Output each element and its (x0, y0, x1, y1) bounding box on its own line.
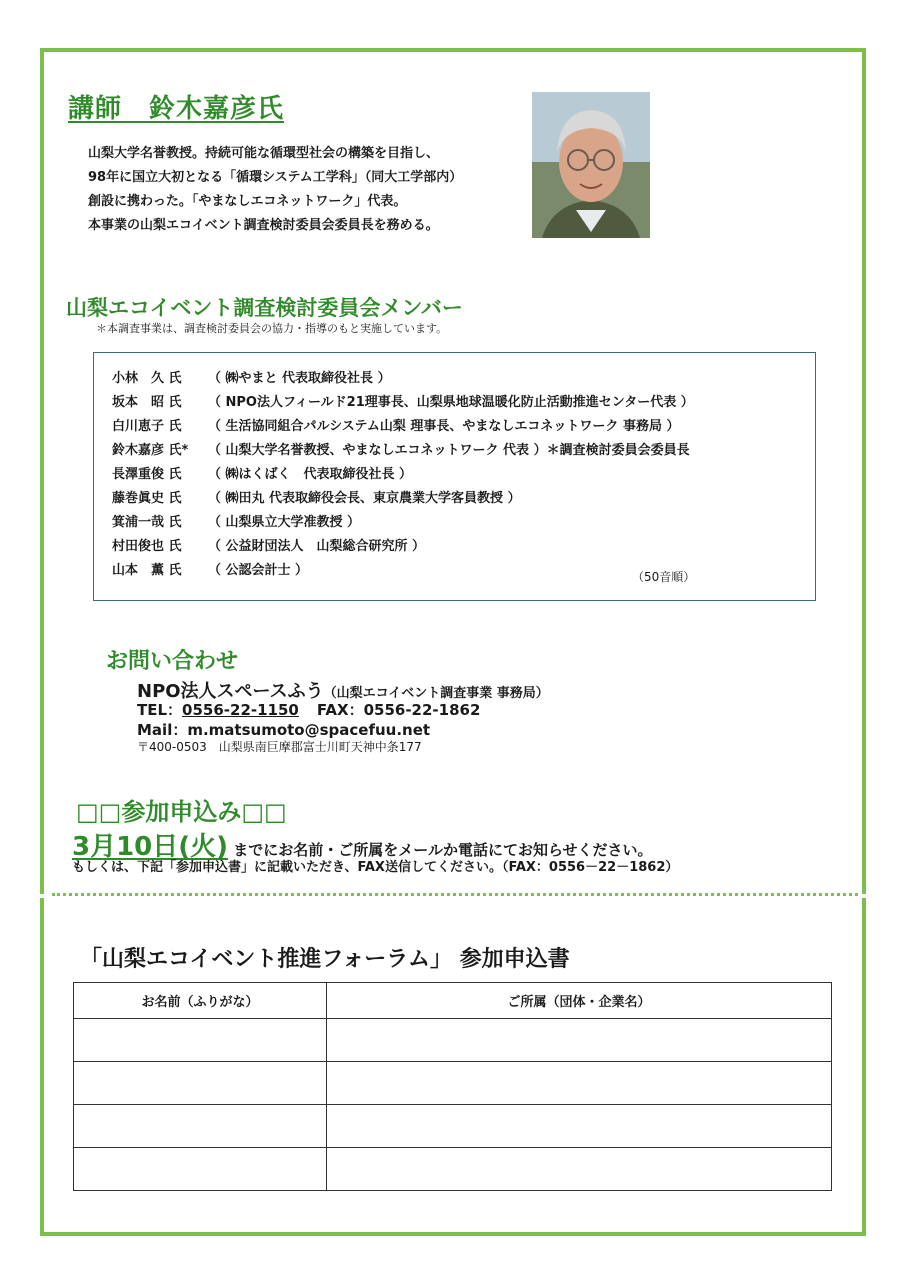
member-row (112, 415, 679, 434)
member-name: 小林 久 氏 (112, 371, 182, 386)
member-desc: （ ㈱はくばく 代表取締役社長 ） (208, 467, 413, 482)
member-desc: （ 公益財団法人 山梨総合研究所 ） (208, 539, 426, 554)
name-cell[interactable] (74, 1019, 327, 1062)
apply-date: 3月10日(火) (72, 832, 229, 862)
committee-note: ＊本調査事業は、調査検討委員会の協力・指導のもと実施しています。 (96, 322, 448, 335)
name-cell[interactable] (74, 1105, 327, 1148)
member-row (112, 535, 425, 554)
col-affiliation-header: ご所属（団体・企業名） (327, 983, 832, 1019)
member-desc: （ 山梨県立大学准教授 ） (208, 515, 361, 530)
member-row (112, 391, 694, 410)
tel-label: TEL： (137, 701, 183, 719)
member-name: 長澤重俊 氏 (112, 467, 182, 482)
name-cell[interactable] (74, 1062, 327, 1105)
bio-line: 山梨大学名誉教授。持続可能な循環型社会の構築を目指し、 (88, 146, 440, 161)
member-name: 藤巻眞史 氏 (112, 491, 182, 506)
apply-alt: もしくは、下記「参加申込書」に記載いただき、FAX送信してください。（FAX：0556－22－1862） (72, 860, 679, 875)
committee-title: 山梨エコイベント調査検討委員会メンバー (66, 296, 463, 320)
member-desc: （ ㈱やまと 代表取締役社長 ） (208, 371, 391, 386)
member-name: 鈴木嘉彦 氏* (112, 443, 189, 458)
affiliation-cell[interactable] (327, 1019, 832, 1062)
committee-member-list (93, 352, 816, 601)
fax-number: FAX：0556-22-1862 (316, 701, 481, 719)
order-note: （50音順） (632, 570, 696, 584)
affiliation-cell[interactable] (327, 1062, 832, 1105)
member-row (112, 511, 360, 530)
member-name: 坂本 昭 氏 (112, 395, 182, 410)
org-name: NPO法人スペースふう (137, 681, 324, 702)
contact-phone-line (137, 699, 480, 720)
affiliation-cell[interactable] (327, 1148, 832, 1191)
member-row (112, 463, 412, 482)
form-row (74, 1019, 832, 1062)
bio-line: 創設に携わった。「やまなしエコネットワーク」代表。 (88, 194, 407, 209)
member-name: 山本 薫 氏 (112, 563, 182, 578)
application-form-table (73, 982, 832, 1191)
member-row (112, 367, 391, 386)
name-cell[interactable] (74, 1148, 327, 1191)
member-desc: （ 山梨大学名誉教授、やまなしエコネットワーク 代表 ）＊調査検討委員会委員長 (208, 443, 690, 458)
contact-title: お問い合わせ (106, 649, 239, 674)
org-sub: （山梨エコイベント調査事業 事務局） (323, 686, 549, 701)
member-desc: （ 生活協同組合パルシステム山梨 理事長、やまなしエコネットワーク 事務局 ） (208, 419, 680, 434)
col-name-header: お名前（ふりがな） (74, 983, 327, 1019)
lecturer-bio (88, 142, 462, 238)
contact-address: 〒400-0503 山梨県南巨摩郡富士川町天神中条177 (137, 740, 422, 754)
bio-line: 本事業の山梨エコイベント調査検討委員会委員長を務める。 (88, 218, 439, 233)
member-name: 箕浦一哉 氏 (112, 515, 182, 530)
form-row (74, 1062, 832, 1105)
bio-line: 98年に国立大初となる「循環システム工学科」（同大工学部内） (88, 170, 463, 185)
lecturer-title: 講師 鈴木嘉彦氏 (68, 94, 285, 124)
member-desc: （ ㈱田丸 代表取締役会長、東京農業大学客員教授 ） (208, 491, 521, 506)
tel-number[interactable]: 0556-22-1150 (182, 701, 299, 719)
member-row (112, 559, 308, 578)
form-row (74, 1148, 832, 1191)
member-row (112, 487, 521, 506)
member-row (112, 439, 690, 458)
apply-text: までにお名前・ご所属をメールか電話にてお知らせください。 (228, 841, 653, 859)
affiliation-cell[interactable] (327, 1105, 832, 1148)
form-header-row (74, 983, 832, 1019)
member-name: 村田俊也 氏 (112, 539, 182, 554)
cut-line (52, 893, 858, 896)
contact-mail[interactable]: Mail：m.matsumoto@spacefuu.net (137, 721, 431, 739)
apply-title: □□参加申込み□□ (76, 798, 287, 826)
lecturer-photo (532, 92, 650, 238)
member-name: 白川恵子 氏 (112, 419, 182, 434)
member-desc: （ 公認会計士 ） (208, 563, 309, 578)
form-row (74, 1105, 832, 1148)
member-desc: （ NPO法人フィールド21理事長、山梨県地球温暖化防止活動推進センター代表 ） (208, 395, 694, 410)
portrait-image (532, 92, 650, 238)
form-title: 「山梨エコイベント推進フォーラム」 参加申込書 (80, 947, 570, 972)
